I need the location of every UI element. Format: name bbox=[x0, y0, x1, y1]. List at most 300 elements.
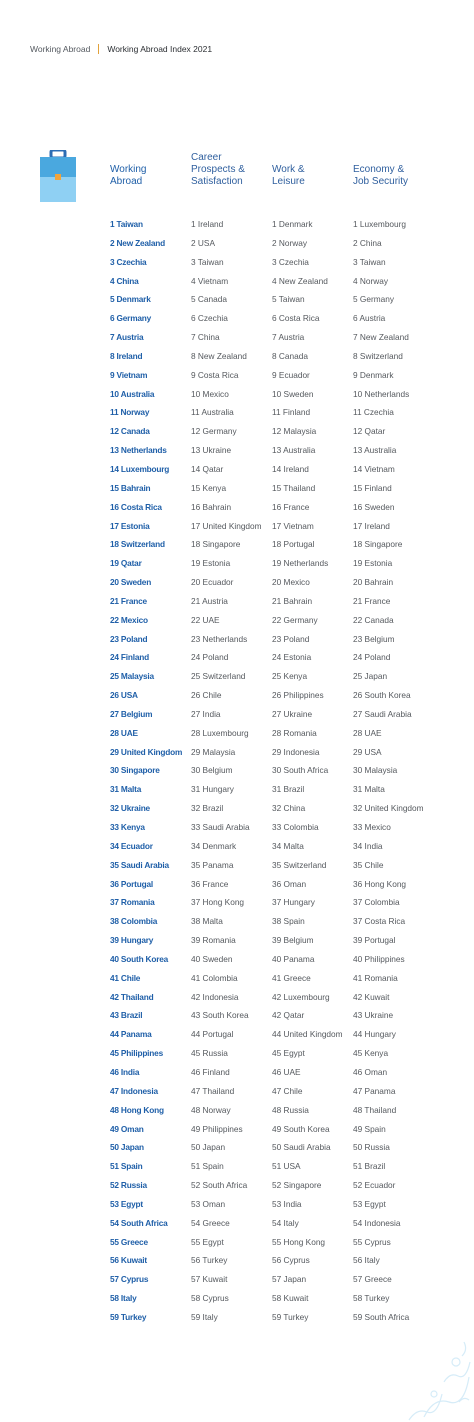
economy-job-security-cell: 45 Kenya bbox=[353, 1048, 389, 1059]
career-prospects-cell: 49 Philippines bbox=[191, 1123, 243, 1134]
table-row bbox=[0, 633, 474, 652]
economy-job-security-cell: 53 Egypt bbox=[353, 1198, 386, 1209]
career-prospects-cell: 29 Malaysia bbox=[191, 746, 236, 757]
working-abroad-cell: 4 China bbox=[110, 275, 139, 286]
economy-job-security-cell: 1 Luxembourg bbox=[353, 219, 407, 229]
economy-job-security-cell: 52 Ecuador bbox=[353, 1180, 396, 1191]
table-row bbox=[0, 1179, 474, 1198]
career-prospects-cell: 58 Cyprus bbox=[191, 1293, 229, 1304]
table-row bbox=[0, 651, 474, 670]
table-row bbox=[0, 1160, 474, 1179]
working-abroad-cell: 33 Kenya bbox=[110, 822, 145, 832]
economy-job-security-cell: 59 South Africa bbox=[353, 1311, 410, 1322]
work-leisure-cell: 35 Switzerland bbox=[272, 859, 327, 870]
economy-job-security-cell: 57 Greece bbox=[353, 1274, 392, 1285]
working-abroad-cell: 18 Switzerland bbox=[110, 539, 165, 550]
table-row bbox=[0, 1047, 474, 1066]
working-abroad-cell: 41 Chile bbox=[110, 972, 141, 983]
table-row bbox=[0, 237, 474, 256]
working-abroad-cell: 49 Oman bbox=[110, 1123, 144, 1134]
work-leisure-cell: 49 South Korea bbox=[272, 1123, 330, 1134]
working-abroad-cell: 36 Portugal bbox=[110, 878, 153, 889]
work-leisure-cell: 6 Costa Rica bbox=[272, 313, 320, 324]
table-row bbox=[0, 991, 474, 1010]
career-prospects-cell: 3 Taiwan bbox=[191, 256, 224, 267]
work-leisure-cell: 27 Ukraine bbox=[272, 708, 313, 719]
career-prospects-cell: 14 Qatar bbox=[191, 463, 224, 474]
working-abroad-cell: 12 Canada bbox=[110, 426, 150, 437]
working-abroad-cell: 59 Turkey bbox=[110, 1311, 147, 1322]
working-abroad-cell: 21 France bbox=[110, 595, 147, 606]
working-abroad-cell: 40 South Korea bbox=[110, 953, 169, 964]
table-row bbox=[0, 1104, 474, 1123]
table-row bbox=[0, 463, 474, 482]
career-prospects-cell: 27 India bbox=[191, 708, 221, 719]
career-prospects-cell: 51 Spain bbox=[191, 1161, 224, 1172]
working-abroad-cell: 53 Egypt bbox=[110, 1198, 143, 1209]
table-row bbox=[0, 1066, 474, 1085]
career-prospects-cell: 47 Thailand bbox=[191, 1085, 235, 1096]
economy-job-security-cell: 34 India bbox=[353, 840, 383, 851]
work-leisure-cell: 32 China bbox=[272, 803, 306, 814]
economy-job-security-cell: 13 Australia bbox=[353, 445, 397, 456]
work-leisure-cell: 19 Netherlands bbox=[272, 558, 329, 569]
work-leisure-cell: 54 Italy bbox=[272, 1217, 299, 1228]
career-prospects-cell: 8 New Zealand bbox=[191, 350, 247, 361]
table-row bbox=[0, 934, 474, 953]
economy-job-security-cell: 54 Indonesia bbox=[353, 1217, 401, 1228]
table-row bbox=[0, 406, 474, 425]
working-abroad-cell: 38 Colombia bbox=[110, 916, 158, 927]
work-leisure-cell: 12 Malaysia bbox=[272, 426, 317, 437]
career-prospects-cell: 5 Canada bbox=[191, 294, 227, 305]
economy-job-security-cell: 26 South Korea bbox=[353, 690, 411, 701]
career-prospects-cell: 19 Estonia bbox=[191, 558, 231, 569]
work-leisure-cell: 29 Indonesia bbox=[272, 746, 320, 757]
work-leisure-cell: 10 Sweden bbox=[272, 388, 314, 399]
economy-job-security-cell: 27 Saudi Arabia bbox=[353, 708, 412, 719]
work-leisure-cell: 26 Philippines bbox=[272, 690, 324, 701]
breadcrumb-section[interactable]: Working Abroad bbox=[30, 44, 91, 54]
working-abroad-cell: 13 Netherlands bbox=[110, 445, 167, 456]
header-working-abroad: Working Abroad bbox=[110, 164, 147, 187]
table-row bbox=[0, 557, 474, 576]
economy-job-security-cell: 43 Ukraine bbox=[353, 1010, 394, 1021]
table-row bbox=[0, 1141, 474, 1160]
economy-job-security-cell: 21 France bbox=[353, 595, 391, 606]
working-abroad-cell: 20 Sweden bbox=[110, 577, 152, 588]
work-leisure-cell: 30 South Africa bbox=[272, 765, 329, 776]
economy-job-security-cell: 7 New Zealand bbox=[353, 332, 409, 343]
economy-job-security-cell: 44 Hungary bbox=[353, 1029, 396, 1040]
work-leisure-cell: 36 Oman bbox=[272, 878, 307, 889]
economy-job-security-cell: 4 Norway bbox=[353, 275, 389, 286]
work-leisure-cell: 50 Saudi Arabia bbox=[272, 1142, 331, 1153]
table-row bbox=[0, 764, 474, 783]
career-prospects-cell: 30 Belgium bbox=[191, 765, 233, 776]
economy-job-security-cell: 55 Cyprus bbox=[353, 1236, 391, 1247]
career-prospects-cell: 38 Malta bbox=[191, 916, 223, 927]
work-leisure-cell: 21 Bahrain bbox=[272, 595, 313, 606]
working-abroad-cell: 30 Singapore bbox=[110, 765, 160, 776]
work-leisure-cell: 44 United Kingdom bbox=[272, 1029, 343, 1040]
working-abroad-cell: 24 Finland bbox=[110, 652, 150, 663]
economy-job-security-cell: 2 China bbox=[353, 237, 382, 248]
table-row bbox=[0, 1198, 474, 1217]
economy-job-security-cell: 42 Kuwait bbox=[353, 991, 390, 1002]
work-leisure-cell: 37 Hungary bbox=[272, 897, 315, 908]
working-abroad-cell: 3 Czechia bbox=[110, 256, 147, 267]
career-prospects-cell: 10 Mexico bbox=[191, 388, 229, 399]
work-leisure-cell: 4 New Zealand bbox=[272, 275, 328, 286]
economy-job-security-cell: 36 Hong Kong bbox=[353, 878, 407, 889]
working-abroad-cell: 34 Ecuador bbox=[110, 840, 153, 851]
table-row bbox=[0, 1292, 474, 1311]
table-row bbox=[0, 840, 474, 859]
ranking-table bbox=[0, 218, 474, 1330]
working-abroad-cell: 50 Japan bbox=[110, 1142, 144, 1153]
table-row bbox=[0, 614, 474, 633]
work-leisure-cell: 34 Malta bbox=[272, 840, 304, 851]
economy-job-security-cell: 9 Denmark bbox=[353, 369, 394, 380]
career-prospects-cell: 54 Greece bbox=[191, 1217, 230, 1228]
career-prospects-cell: 59 Italy bbox=[191, 1311, 218, 1322]
table-row bbox=[0, 821, 474, 840]
economy-job-security-cell: 16 Sweden bbox=[353, 501, 395, 512]
table-row bbox=[0, 689, 474, 708]
career-prospects-cell: 11 Australia bbox=[191, 407, 234, 418]
career-prospects-cell: 56 Turkey bbox=[191, 1255, 228, 1266]
work-leisure-cell: 51 USA bbox=[272, 1161, 301, 1172]
work-leisure-cell: 17 Vietnam bbox=[272, 520, 314, 531]
table-row bbox=[0, 293, 474, 312]
career-prospects-cell: 16 Bahrain bbox=[191, 501, 232, 512]
working-abroad-cell: 19 Qatar bbox=[110, 558, 142, 569]
working-abroad-cell: 15 Bahrain bbox=[110, 482, 151, 493]
economy-job-security-cell: 30 Malaysia bbox=[353, 765, 398, 776]
header-economy-job-security: Economy & Job Security bbox=[353, 164, 409, 187]
career-prospects-cell: 23 Netherlands bbox=[191, 633, 248, 644]
working-abroad-cell: 17 Estonia bbox=[110, 520, 150, 531]
table-row bbox=[0, 425, 474, 444]
career-prospects-cell: 1 Ireland bbox=[191, 219, 224, 229]
career-prospects-cell: 42 Indonesia bbox=[191, 991, 239, 1002]
working-abroad-cell: 44 Panama bbox=[110, 1029, 152, 1040]
work-leisure-cell: 14 Ireland bbox=[272, 463, 309, 474]
career-prospects-cell: 52 South Africa bbox=[191, 1180, 248, 1191]
economy-job-security-cell: 23 Belgium bbox=[353, 633, 395, 644]
career-prospects-cell: 43 South Korea bbox=[191, 1010, 249, 1021]
economy-job-security-cell: 3 Taiwan bbox=[353, 256, 386, 267]
working-abroad-cell: 35 Saudi Arabia bbox=[110, 859, 169, 870]
economy-job-security-cell: 41 Romania bbox=[353, 972, 398, 983]
working-abroad-cell: 28 UAE bbox=[110, 727, 138, 738]
work-leisure-cell: 52 Singapore bbox=[272, 1180, 322, 1191]
table-row bbox=[0, 953, 474, 972]
economy-job-security-cell: 8 Switzerland bbox=[353, 350, 403, 361]
working-abroad-cell: 46 India bbox=[110, 1066, 140, 1077]
working-abroad-cell: 5 Denmark bbox=[110, 294, 151, 305]
work-leisure-cell: 42 Qatar bbox=[272, 1010, 305, 1021]
work-leisure-cell: 38 Spain bbox=[272, 916, 305, 927]
working-abroad-cell: 51 Spain bbox=[110, 1161, 143, 1172]
work-leisure-cell: 42 Luxembourg bbox=[272, 991, 330, 1002]
table-row bbox=[0, 783, 474, 802]
table-row bbox=[0, 896, 474, 915]
table-row bbox=[0, 708, 474, 727]
work-leisure-cell: 16 France bbox=[272, 501, 310, 512]
career-prospects-cell: 57 Kuwait bbox=[191, 1274, 228, 1285]
work-leisure-cell: 46 UAE bbox=[272, 1066, 301, 1077]
economy-job-security-cell: 15 Finland bbox=[353, 482, 392, 493]
economy-job-security-cell: 48 Thailand bbox=[353, 1104, 397, 1115]
breadcrumb bbox=[30, 44, 212, 54]
working-abroad-cell: 1 Taiwan bbox=[110, 219, 143, 229]
career-prospects-cell: 32 Brazil bbox=[191, 803, 224, 814]
economy-job-security-cell: 39 Portugal bbox=[353, 935, 396, 946]
career-prospects-cell: 55 Egypt bbox=[191, 1236, 224, 1247]
work-leisure-cell: 53 India bbox=[272, 1198, 302, 1209]
career-prospects-cell: 31 Hungary bbox=[191, 784, 234, 795]
table-row bbox=[0, 369, 474, 388]
work-leisure-cell: 8 Canada bbox=[272, 350, 308, 361]
table-row bbox=[0, 501, 474, 520]
career-prospects-cell: 45 Russia bbox=[191, 1048, 228, 1059]
work-leisure-cell: 58 Kuwait bbox=[272, 1293, 309, 1304]
economy-job-security-cell: 5 Germany bbox=[353, 294, 395, 305]
table-row bbox=[0, 218, 474, 237]
table-row bbox=[0, 1123, 474, 1142]
working-abroad-cell: 57 Cyprus bbox=[110, 1274, 149, 1285]
working-abroad-cell: 11 Norway bbox=[110, 407, 150, 418]
table-row bbox=[0, 256, 474, 275]
work-leisure-cell: 22 Germany bbox=[272, 614, 318, 625]
working-abroad-cell: 25 Malaysia bbox=[110, 671, 154, 682]
table-row bbox=[0, 670, 474, 689]
table-row bbox=[0, 331, 474, 350]
career-prospects-cell: 34 Denmark bbox=[191, 840, 237, 851]
work-leisure-cell: 47 Chile bbox=[272, 1085, 303, 1096]
work-leisure-cell: 7 Austria bbox=[272, 332, 305, 343]
working-abroad-cell: 42 Thailand bbox=[110, 991, 154, 1002]
work-leisure-cell: 2 Norway bbox=[272, 237, 308, 248]
working-abroad-cell: 23 Poland bbox=[110, 633, 148, 644]
career-prospects-cell: 4 Vietnam bbox=[191, 275, 229, 286]
career-prospects-cell: 9 Costa Rica bbox=[191, 369, 239, 380]
working-abroad-cell: 54 South Africa bbox=[110, 1217, 168, 1228]
table-row bbox=[0, 595, 474, 614]
table-row bbox=[0, 915, 474, 934]
breadcrumb-current: Working Abroad Index 2021 bbox=[107, 44, 213, 54]
career-prospects-cell: 20 Ecuador bbox=[191, 577, 234, 588]
career-prospects-cell: 18 Singapore bbox=[191, 539, 241, 550]
career-prospects-cell: 17 United Kingdom bbox=[191, 520, 262, 531]
table-row bbox=[0, 1236, 474, 1255]
working-abroad-cell: 31 Malta bbox=[110, 784, 142, 795]
economy-job-security-cell: 11 Czechia bbox=[353, 407, 394, 418]
table-row bbox=[0, 746, 474, 765]
career-prospects-cell: 12 Germany bbox=[191, 426, 237, 437]
work-leisure-cell: 39 Belgium bbox=[272, 935, 314, 946]
table-row bbox=[0, 802, 474, 821]
working-abroad-cell: 52 Russia bbox=[110, 1180, 147, 1191]
working-abroad-cell: 55 Greece bbox=[110, 1236, 148, 1247]
working-abroad-cell: 26 USA bbox=[110, 690, 138, 701]
career-prospects-cell: 37 Hong Kong bbox=[191, 897, 245, 908]
career-prospects-cell: 33 Saudi Arabia bbox=[191, 822, 250, 832]
work-leisure-cell: 28 Romania bbox=[272, 727, 317, 738]
table-row bbox=[0, 312, 474, 331]
work-leisure-cell: 20 Mexico bbox=[272, 577, 310, 588]
working-abroad-cell: 14 Luxembourg bbox=[110, 463, 170, 474]
work-leisure-cell: 23 Poland bbox=[272, 633, 310, 644]
table-row bbox=[0, 727, 474, 746]
work-leisure-cell: 3 Czechia bbox=[272, 256, 309, 267]
career-prospects-cell: 28 Luxembourg bbox=[191, 727, 249, 738]
working-abroad-cell: 7 Austria bbox=[110, 332, 144, 343]
economy-job-security-cell: 24 Poland bbox=[353, 652, 391, 663]
working-abroad-cell: 32 Ukraine bbox=[110, 803, 150, 814]
economy-job-security-cell: 37 Colombia bbox=[353, 897, 400, 908]
working-abroad-cell: 45 Philippines bbox=[110, 1048, 163, 1059]
career-prospects-cell: 36 France bbox=[191, 878, 229, 889]
career-prospects-cell: 40 Sweden bbox=[191, 953, 233, 964]
work-leisure-cell: 31 Brazil bbox=[272, 784, 305, 795]
career-prospects-cell: 2 USA bbox=[191, 237, 215, 248]
work-leisure-cell: 1 Denmark bbox=[272, 219, 313, 229]
economy-job-security-cell: 19 Estonia bbox=[353, 558, 393, 569]
working-abroad-cell: 2 New Zealand bbox=[110, 237, 166, 248]
working-abroad-cell: 6 Germany bbox=[110, 313, 152, 324]
economy-job-security-cell: 58 Turkey bbox=[353, 1293, 390, 1304]
economy-job-security-cell: 28 UAE bbox=[353, 727, 382, 738]
career-prospects-cell: 26 Chile bbox=[191, 690, 222, 701]
economy-job-security-cell: 20 Bahrain bbox=[353, 577, 394, 588]
economy-job-security-cell: 56 Italy bbox=[353, 1255, 380, 1266]
header-career-prospects: Career Prospects & Satisfaction bbox=[191, 152, 245, 187]
career-prospects-cell: 24 Poland bbox=[191, 652, 229, 663]
decorative-pattern bbox=[364, 1322, 474, 1422]
working-abroad-cell: 27 Belgium bbox=[110, 708, 153, 719]
career-prospects-cell: 21 Austria bbox=[191, 595, 228, 606]
table-row bbox=[0, 520, 474, 539]
table-row bbox=[0, 859, 474, 878]
working-abroad-cell: 48 Hong Kong bbox=[110, 1104, 164, 1115]
working-abroad-cell: 16 Costa Rica bbox=[110, 501, 162, 512]
career-prospects-cell: 48 Norway bbox=[191, 1104, 231, 1115]
economy-job-security-cell: 22 Canada bbox=[353, 614, 394, 625]
table-row bbox=[0, 1028, 474, 1047]
career-prospects-cell: 7 China bbox=[191, 332, 220, 343]
working-abroad-cell: 10 Australia bbox=[110, 388, 155, 399]
economy-job-security-cell: 33 Mexico bbox=[353, 822, 391, 832]
work-leisure-cell: 25 Kenya bbox=[272, 671, 308, 682]
work-leisure-cell: 15 Thailand bbox=[272, 482, 316, 493]
table-row bbox=[0, 1273, 474, 1292]
table-row bbox=[0, 388, 474, 407]
working-abroad-cell: 43 Brazil bbox=[110, 1010, 143, 1021]
work-leisure-cell: 55 Hong Kong bbox=[272, 1236, 326, 1247]
table-row bbox=[0, 972, 474, 991]
economy-job-security-cell: 47 Panama bbox=[353, 1085, 396, 1096]
career-prospects-cell: 25 Switzerland bbox=[191, 671, 246, 682]
working-abroad-cell: 37 Romania bbox=[110, 897, 155, 908]
career-prospects-cell: 39 Romania bbox=[191, 935, 236, 946]
working-abroad-cell: 9 Vietnam bbox=[110, 369, 148, 380]
economy-job-security-cell: 50 Russia bbox=[353, 1142, 390, 1153]
economy-job-security-cell: 31 Malta bbox=[353, 784, 385, 795]
economy-job-security-cell: 29 USA bbox=[353, 746, 382, 757]
career-prospects-cell: 22 UAE bbox=[191, 614, 220, 625]
work-leisure-cell: 48 Russia bbox=[272, 1104, 309, 1115]
economy-job-security-cell: 51 Brazil bbox=[353, 1161, 386, 1172]
career-prospects-cell: 35 Panama bbox=[191, 859, 234, 870]
working-abroad-cell: 56 Kuwait bbox=[110, 1255, 147, 1266]
work-leisure-cell: 5 Taiwan bbox=[272, 294, 305, 305]
work-leisure-cell: 57 Japan bbox=[272, 1274, 307, 1285]
career-prospects-cell: 13 Ukraine bbox=[191, 445, 232, 456]
economy-job-security-cell: 14 Vietnam bbox=[353, 463, 395, 474]
header-work-leisure: Work & Leisure bbox=[272, 164, 305, 187]
table-row bbox=[0, 1254, 474, 1273]
work-leisure-cell: 59 Turkey bbox=[272, 1311, 309, 1322]
career-prospects-cell: 6 Czechia bbox=[191, 313, 228, 324]
working-abroad-cell: 29 United Kingdom bbox=[110, 746, 183, 757]
economy-job-security-cell: 6 Austria bbox=[353, 313, 386, 324]
work-leisure-cell: 56 Cyprus bbox=[272, 1255, 310, 1266]
career-prospects-cell: 46 Finland bbox=[191, 1066, 230, 1077]
economy-job-security-cell: 32 United Kingdom bbox=[353, 803, 424, 814]
economy-job-security-cell: 10 Netherlands bbox=[353, 388, 410, 399]
economy-job-security-cell: 25 Japan bbox=[353, 671, 388, 682]
working-abroad-cell: 39 Hungary bbox=[110, 935, 154, 946]
work-leisure-cell: 13 Australia bbox=[272, 445, 316, 456]
breadcrumb-divider bbox=[98, 44, 99, 54]
career-prospects-cell: 44 Portugal bbox=[191, 1029, 234, 1040]
economy-job-security-cell: 37 Costa Rica bbox=[353, 916, 406, 927]
work-leisure-cell: 9 Ecuador bbox=[272, 369, 310, 380]
career-prospects-cell: 15 Kenya bbox=[191, 482, 227, 493]
table-row bbox=[0, 1085, 474, 1104]
working-abroad-cell: 22 Mexico bbox=[110, 614, 148, 625]
working-abroad-cell: 58 Italy bbox=[110, 1293, 137, 1304]
work-leisure-cell: 24 Estonia bbox=[272, 652, 312, 663]
work-leisure-cell: 11 Finland bbox=[272, 407, 311, 418]
table-row bbox=[0, 538, 474, 557]
table-row bbox=[0, 350, 474, 369]
table-header bbox=[0, 152, 474, 202]
table-row bbox=[0, 1009, 474, 1028]
career-prospects-cell: 53 Oman bbox=[191, 1198, 226, 1209]
working-abroad-cell: 8 Ireland bbox=[110, 350, 143, 361]
economy-job-security-cell: 35 Chile bbox=[353, 859, 384, 870]
career-prospects-cell: 50 Japan bbox=[191, 1142, 226, 1153]
work-leisure-cell: 45 Egypt bbox=[272, 1048, 305, 1059]
economy-job-security-cell: 18 Singapore bbox=[353, 539, 403, 550]
work-leisure-cell: 18 Portugal bbox=[272, 539, 315, 550]
economy-job-security-cell: 46 Oman bbox=[353, 1066, 388, 1077]
table-row bbox=[0, 482, 474, 501]
economy-job-security-cell: 12 Qatar bbox=[353, 426, 386, 437]
table-row bbox=[0, 878, 474, 897]
table-row bbox=[0, 444, 474, 463]
economy-job-security-cell: 49 Spain bbox=[353, 1123, 386, 1134]
economy-job-security-cell: 40 Philippines bbox=[353, 953, 405, 964]
working-abroad-cell: 47 Indonesia bbox=[110, 1085, 158, 1096]
table-row bbox=[0, 1217, 474, 1236]
table-row bbox=[0, 275, 474, 294]
career-prospects-cell: 41 Colombia bbox=[191, 972, 238, 983]
